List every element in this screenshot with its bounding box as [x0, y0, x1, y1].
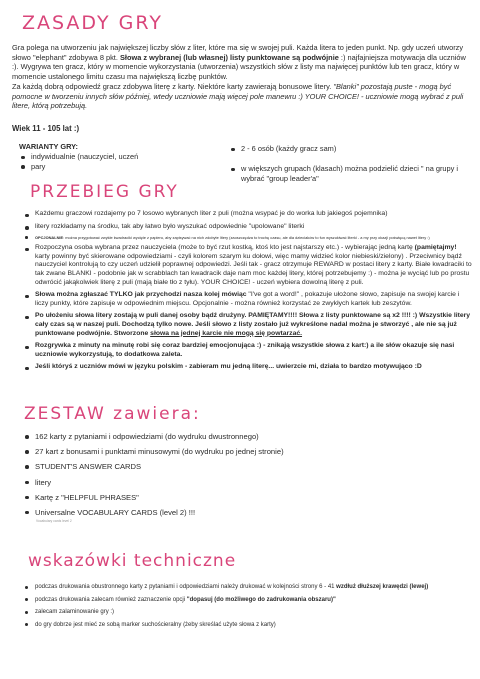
rule-underlined: słowa na jednej karcie nie mogą się powtarzać.	[150, 329, 303, 337]
game-heading: PRZEBIEG GRY	[30, 182, 179, 202]
variant-item: pary	[20, 162, 138, 172]
intro-p2-italic: "Blanki" pozostają puste - mogą być pomocne w tworzeniu innych słów później, wtedy uczniowie mają więcej pole manewru :) YOUR CHOICE! - uczniowie mogą wybrać z puli litere, którą potrzebują.	[12, 81, 464, 111]
tip-emphasis: wzdłuż dłuższej krawędzi (lewej)	[336, 584, 429, 590]
rule-optional-label: OPCJONALNIE	[35, 235, 64, 241]
rule-item	[24, 244, 472, 287]
rule-item	[24, 363, 472, 372]
tip-emphasis: "dopasuj (do możliwego do zadrukowania obszaru)"	[186, 596, 336, 603]
variants-right-list	[230, 144, 336, 154]
set-item: 162 karty z pytaniami i odpowiedziami (do wydruku dwustronnego)	[24, 432, 464, 442]
rule-text: Jeśli któryś z uczniów mówi w języku polskim - zabieram mu jedną literę... uwierzcie mi, działa to bardzo motywująco :D	[35, 363, 422, 371]
tips-heading: wskazówki techniczne	[28, 551, 237, 571]
age-range: Wiek 11 - 105 lat :)	[12, 124, 80, 133]
set-contents-list	[24, 432, 464, 523]
rule-item	[24, 291, 472, 308]
intro-p1-bold: Słowa z wybranej (lub własnej) listy punktowane są podwójnie	[119, 52, 339, 62]
variants-left-list	[20, 152, 138, 172]
set-footnote: Vocabulary cards level 2	[36, 519, 72, 523]
tip-item: do gry dobrze jest mieć ze sobą marker suchościeralny (żeby skreślać użyte słowa z karty)	[24, 621, 472, 629]
set-item: Universalne VOCABULARY CARDS (level 2) !!!	[24, 508, 464, 518]
rule-item	[24, 223, 472, 232]
rule-text: "I've got a word!" , pokazuje ułożone słowo, zapisuje na swojej karcie i liczy punkty, które zapisuje w odpowiednim miejscu. Opcjonalnie - można również korzystać ze zwykłych kartek lub zeszytów.	[35, 291, 460, 307]
intro-p1: Gra polega na utworzeniu jak największej liczby słów z liter, które ma się w swojej puli. Każda litera to jeden punkt. Np. gdy uczeń utworzy słowo "elephant" zdobywa 8 pkt.	[12, 43, 464, 62]
rule-item	[24, 210, 472, 219]
tip-item	[24, 583, 472, 591]
variants-title: WARIANTY GRY:	[19, 142, 78, 151]
intro-p2: Za każdą dobrą odpowiedź gracz zdobywa literę z karty. Niektóre karty zawierają bonusowe litery.	[12, 81, 332, 91]
rule-text: litery rozkładamy na środku, tak aby łatwo było wyszukać odpowiednie "upolowane" literki	[35, 222, 305, 230]
tips-list	[24, 583, 472, 633]
set-item: Kartę z "HELPFUL PHRASES"	[24, 493, 464, 503]
set-heading: ZESTAW zawiera:	[24, 404, 201, 424]
tip-text: podczas drukowania zalecam również zaznaczenie opcji	[35, 596, 186, 603]
rule-text: Każdemu graczowi rozdajemy po 7 losowo wybranych liter z puli (można wsypać je do worka lub jakiegoś pojemnika)	[35, 210, 388, 217]
rule-text: Rozpoczyna osoba wybrana przez nauczyciela (może to być rzut kostką, ktoś kto jest najstarszy etc.) - wybierając jedną kartę	[35, 244, 413, 252]
rule-emphasis: Słowa można zgłaszać TYLKO jak przychodzi nasza kolej mówiąc	[35, 291, 247, 299]
rule-item	[24, 312, 472, 338]
rule-text: Po ułożeniu słowa litery zostają w puli danej osoby bądź drużyny. PAMIĘTAMY!!!! Słowa z listy punktowane są x2 !!!! :) Wszystkie litery cały czas są w naszej puli. Dochodzą tylko nowe. Jeśli słowo z listy zostało już wykreślone nadal można je stworzyć , ale nie są już punktowane podwójnie. Stworzone	[35, 312, 471, 337]
rule-emphasis: (pamiętajmy!	[414, 244, 457, 252]
rule-text: karty powinny być skierowane odpowiedziami - czyli kolorem szarym ku dołowi, więc mamy widzieć kolor niebieski/zielony) . Przeciwnicy bądź nauczyciel kontrolują to czy uczeń udzielił poprawnej odpowiedzi. Jeśli tak - gracz otrzymuje REWARD w postaci litery z karty. Białe kwadraciki to tak zwane BLANKI - podobnie jak w scrabblach tan kwadracik daje nam moc każdej litery, której potrzebujemy :) - można je wyciąć lub po prostu odwrócić jakąkolwiek literę z puli (mają białe tło z tyłu). YOUR CHOICE! - uczeń wybiera dowolną literę z puli.	[35, 252, 472, 286]
intro-text	[12, 43, 470, 111]
tip-item: zalecam zalaminowanie gry :)	[24, 608, 472, 616]
variants-right-list-2	[230, 164, 470, 184]
set-item: 27 kart z bonusami i punktami minusowymi (do wydruku po jednej stronie)	[24, 447, 464, 457]
intro-p1-end: :) najfajniejsza motywacja dla uczniów :). Wygrywa ten gracz, który w momencie wykorzystania (utworzenia) wszystkich słów z listy ma najwięcej punktów lub ten gracz, który w momencie ustalonego limitu czasu ma największą liczbę punktów.	[12, 52, 466, 82]
tip-text: podczas drukowania obustronnego karty z pytaniami i odpowiedziami należy drukować w kolejności strony 6 - 41	[35, 584, 335, 590]
set-item: litery	[24, 478, 464, 488]
rules-heading: ZASADY GRY	[22, 12, 163, 34]
variant-item: w większych grupach (klasach) można podzielić dzieci " na grupy i wybrać "group leader'a"	[230, 164, 470, 184]
variant-item: 2 - 6 osób (każdy gracz sam)	[230, 144, 336, 154]
variant-item: indywidualnie (nauczyciel, uczeń	[20, 152, 138, 162]
rule-text: Rozgrywka z minuty na minutę robi się coraz bardziej emocjonująca :) - znikają wszystkie słowa z kart:) a ile słów okazuje się nasi uczniowie wykorzystują, to dodatkowa zaleta.	[35, 342, 455, 358]
set-item: STUDENT'S ANSWER CARDS	[24, 462, 464, 472]
rule-text: : można przygotować zwykłe kwadraciki wycięte z papieru, aby zapisywać na nich zdobyte litery (zaoszczędza to trochę czasu, ale dla dzieciaków to fun wyszukiwać literki - a my przy okazji poświęcą nawet litery :)	[63, 235, 430, 241]
tip-item	[24, 596, 472, 604]
rule-item-optional	[24, 235, 472, 240]
rule-item	[24, 342, 472, 359]
game-rules-list	[24, 210, 472, 376]
